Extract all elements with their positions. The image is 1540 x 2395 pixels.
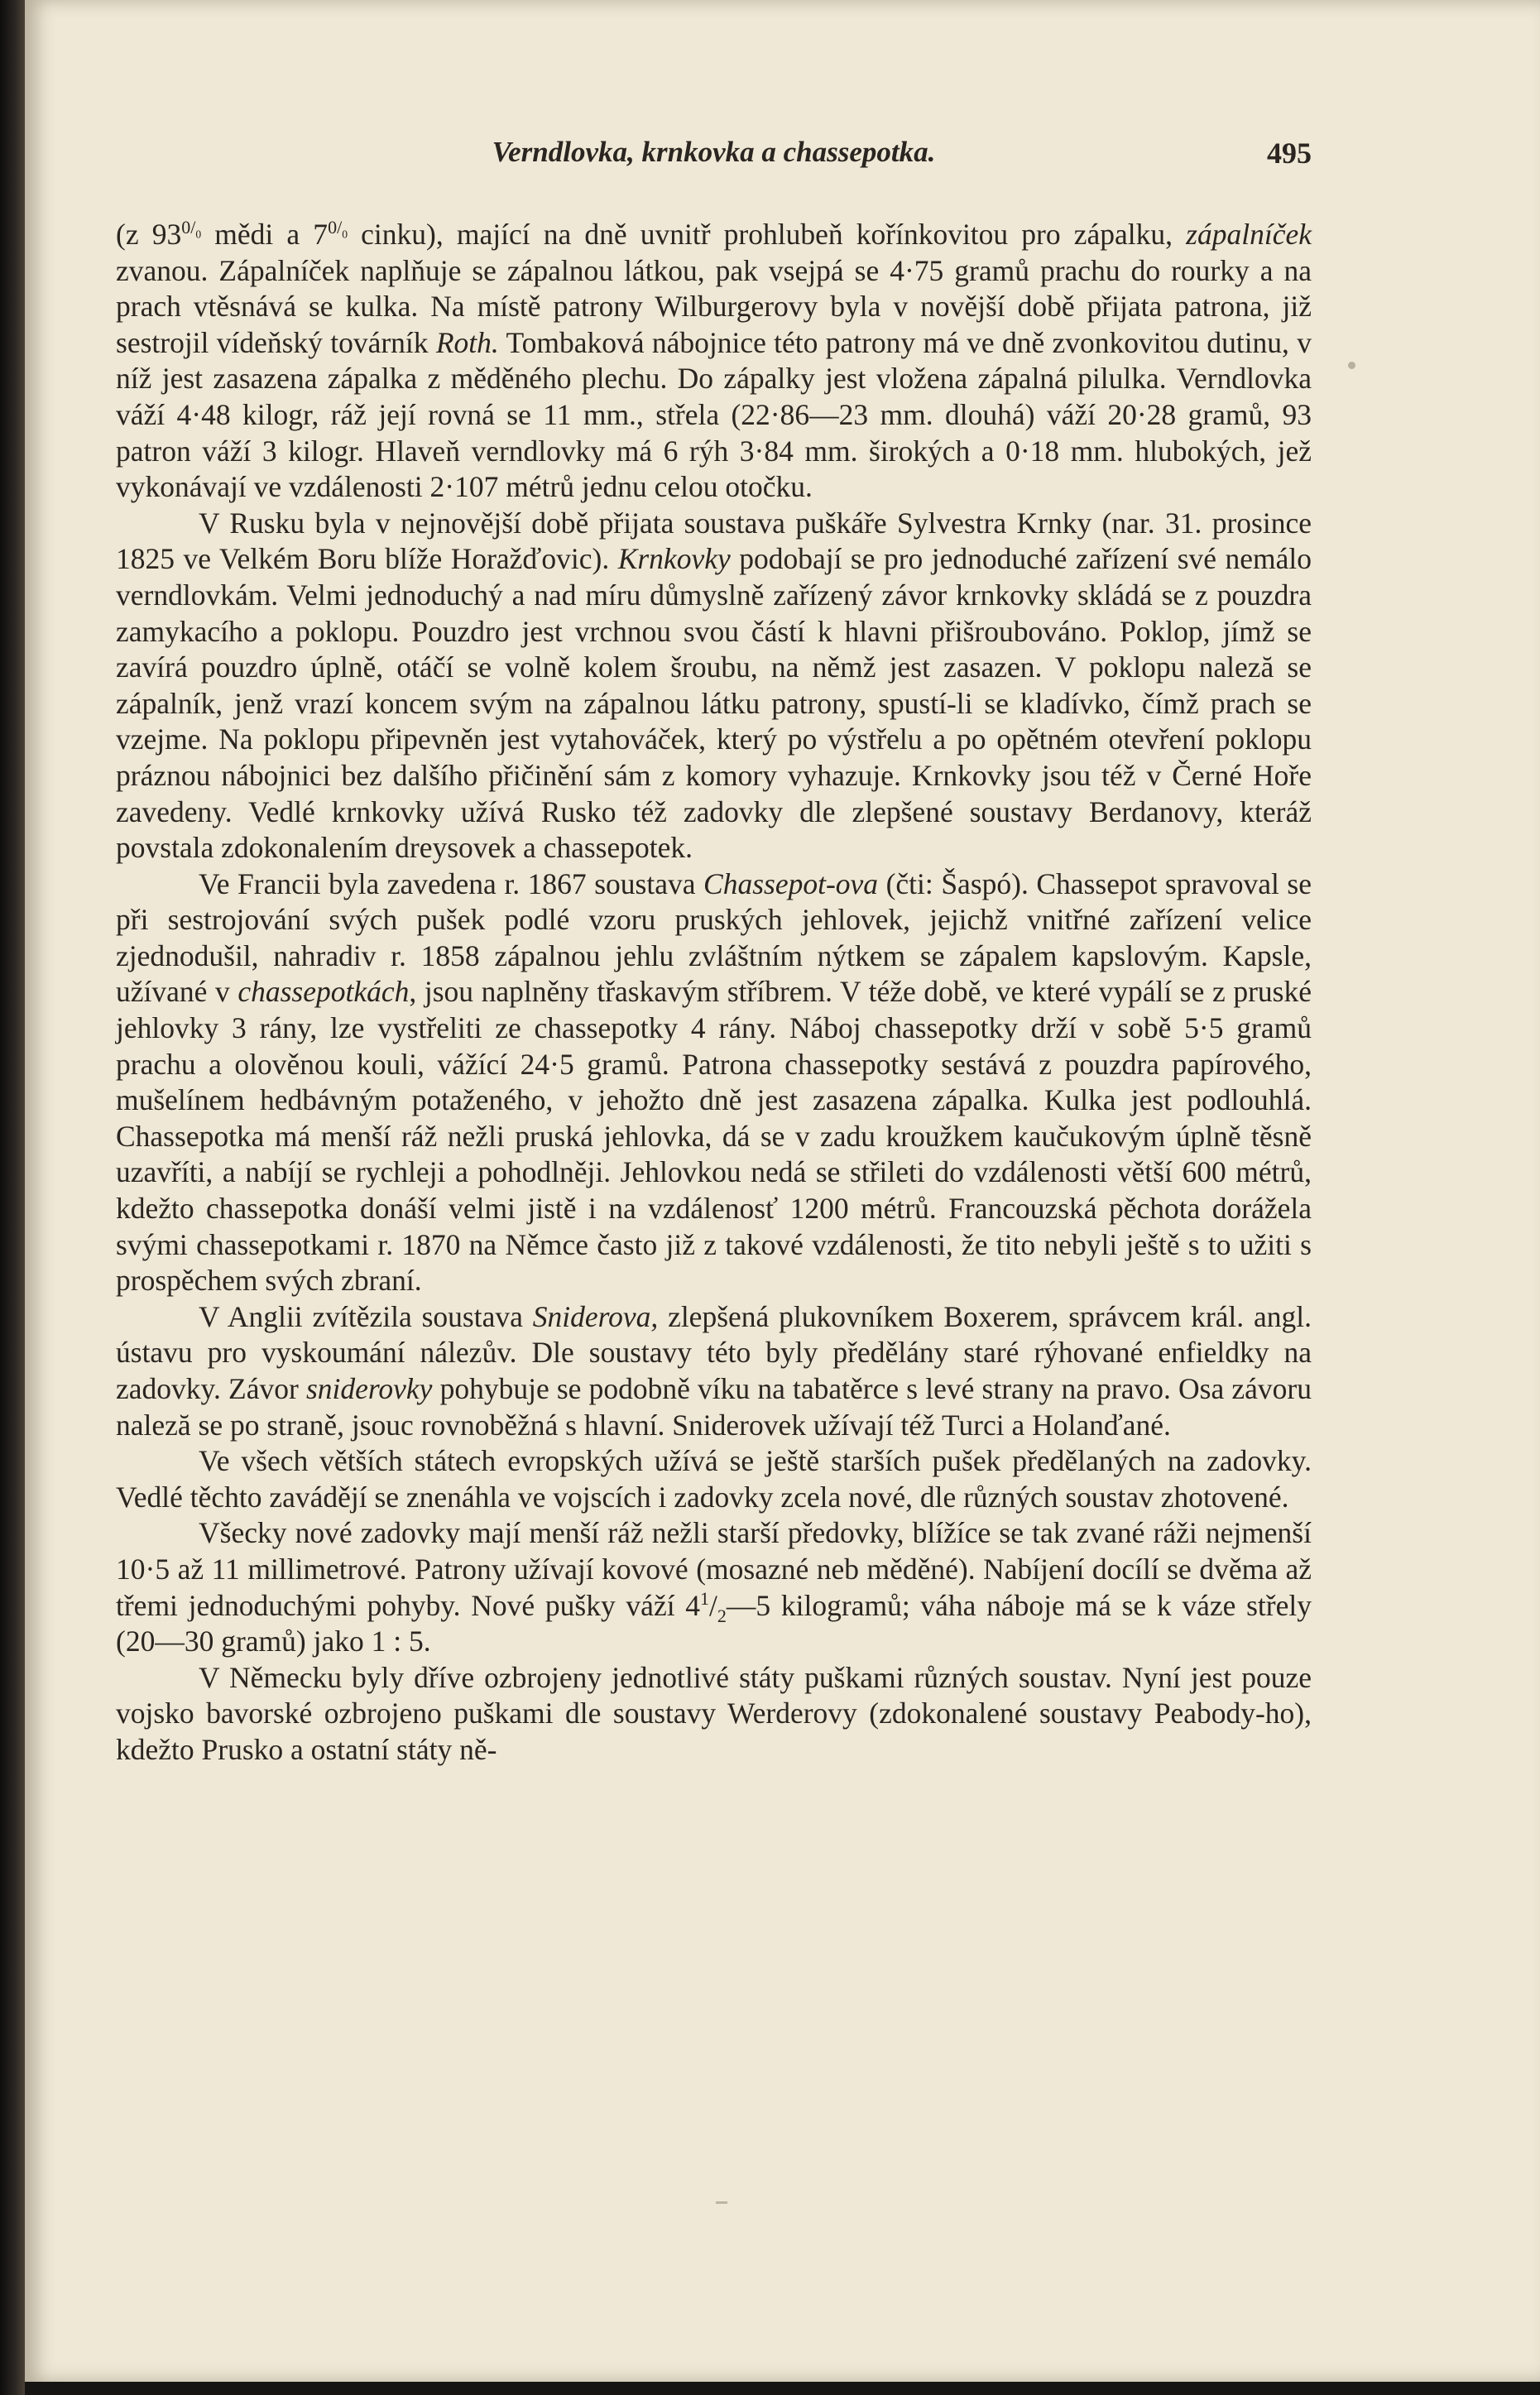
paragraph-3 — [116, 866, 1312, 1299]
italic-term: sniderovky — [305, 1372, 433, 1405]
text-run: zvanou. Zápalníček naplňuje se zápalnou látkou, pak vsejpá se 4·75 gramů prachu do rourky a na prach vtěsnává se kulka. Na místě patrony Wilburgerovy byla v novější době přijata patrona, již sestrojil vídeňský továrník — [116, 253, 1312, 359]
italic-term: zápalníček — [1186, 218, 1312, 251]
page-bottom-edge — [25, 2382, 1540, 2395]
text-run: mědi a 7 — [201, 218, 329, 251]
fraction-slash: / — [709, 1588, 717, 1622]
page-number: 495 — [1267, 137, 1312, 170]
fraction-numerator: 1 — [700, 1587, 710, 1609]
text-run: Ve všech větších státech evropských užívá se ještě starších pušek předělaných na zadovky. Vedlé těchto zavádějí se znenáhla ve vojscích i zadovky zcela nové, dle různých soustav zhotovené. — [116, 1444, 1312, 1514]
running-title: Verndlovka, krnkovka a chassepotka. — [492, 136, 936, 168]
text-run: Ve Francii byla zavedena r. 1867 soustava — [199, 866, 704, 900]
italic-term: Roth. — [435, 325, 499, 359]
percent-numerator: 0 — [328, 217, 338, 238]
text-run: (z 93 — [116, 218, 182, 251]
text-run: Tombaková nábojnice této patrony má ve dně zvonkovitou dutinu, v níž jest zasazena zápalka z měděného plechu. Do zápalky jest vložena zápalná pilulka. Verndlovka váží 4·48 kilogr, ráž její rovná se 11 mm., střela (22·86—23 mm. dlouhá) váží 20·28 gramů, 93 patron váží 3 kilogr. Hlaveň verndlovky má 6 rýh 3·84 mm. širokých a 0·18 mm. hlubokých, jež vykonávají ve vzdálenosti 2·107 métrů jednu celou otočku. — [116, 325, 1312, 504]
percent-denominator: 0 — [195, 228, 202, 241]
paragraph-2 — [116, 506, 1312, 866]
percent-sign: 0/0 — [328, 217, 348, 241]
paragraph-4 — [116, 1299, 1312, 1443]
text-run: V Rusku byla v nejnovější době přijata soustava puškáře Sylvestra Krnky (nar. 31. prosince 1825 ve Velkém Boru blíže Horažďovic). — [116, 506, 1312, 576]
text-run: Všecky nové zadovky mají menší ráž nežli starší předovky, blížíce se tak zvané ráži nejmenší 10·5 až 11 millimetrové. Patrony užívají kovové (mosazné neb měděné). Nabíjení docílí se dvěma až třemi jednoduchými pohyby. Nové pušky váží 4 — [116, 1516, 1312, 1622]
italic-term: chassepotkách — [237, 975, 410, 1009]
text-run: zlepšená plukovníkem Boxerem, správcem král. angl. ústavu pro vyskoumání nálezův. Dle soustavy této byly předělány staré rýhované enfieldky na zadovky. Závor — [116, 1299, 1312, 1405]
paragraph-5 — [116, 1443, 1312, 1515]
percent-sign: 0/0 — [181, 217, 202, 241]
body-text — [116, 217, 1312, 1769]
text-run: podobají se pro jednoduché zařízení své nemálo verndlovkám. Velmi jednoduchý a nad míru důmyslně zařízený závor krnkovky skládá se z pouzdra zamykacího a poklopu. Pouzdro jest vrchnou svou částí k hlavni přišroubováno. Poklop, jímž se zavírá pouzdro úplně, otáčí se volně kolem šroubu, na němž jest zasazen. V poklopu naleză se zápalník, jenž vrazí koncem svým na zápalnou látku patrony, spustí-li se kladívko, čímž prach se vzejme. Na poklopu připevněn jest vytahováček, který po výstřelu a po opětném otevření poklopu práznou nábojnici bez dalšího přičinění sám z komory vyhazuje. Krnkovky jsou též v Černé Hoře zavedeny. Vedlé krnkovky užívá Rusko též zadovky dle zlepšené soustavy Berdanovy, kteráž povstala zdokonalením dreysovek a chassepotek. — [116, 542, 1312, 865]
italic-term: Krnkovky — [617, 542, 731, 576]
percent-numerator: 0 — [181, 217, 191, 238]
text-run: V Anglii zvítězila soustava — [199, 1299, 533, 1333]
percent-denominator: 0 — [342, 228, 348, 241]
text-run: , jsou naplněny třaskavým stříbrem. V téže době, ve které vypálí se z pruské jehlovky 3 rány, lze vystřeliti ze chassepotky 4 rány. Náboj chassepotky drží v sobě 5·5 gramů prachu a olověnou kouli, vážící 24·5 gramů. Patrona chassepotky sestává z pouzdra papírového, mušelínem hedbávným potaženého, v jehožto dně jest zasazena zápalka. Kulka jest podlouhlá. Chassepotka má menší ráž nežli pruská jehlovka, dá se v zadu kroužkem kaučukovým úplně těsně uzavříti, a nabíjí se rychleji a pohodlněji. Jehlovkou nedá se střileti do vzdálenosti větší 600 métrů, kdežto chassepotka donáší velmi jistě i na vzdálenosť 1200 métrů. Francouzská pěchota dorážela svými chassepotkami r. 1870 na Němce často již z takové vzdálenosti, že tito nebyli ještě s to užiti s prospěchem svých zbraní. — [116, 975, 1312, 1298]
text-run: pohybuje se podobně víku na tabatěrce s levé strany na pravo. Osa závoru naleză se po straně, jsouc rovnoběžná s hlavní. Sniderovek užívají též Turci a Holanďané. — [116, 1372, 1312, 1442]
page-header — [116, 136, 1312, 175]
text-run: (čti: Šaspó). Chassepot spravoval se při sestrojování svých pušek podlé vzoru pruských jehlovek, jejichž vnitřné zařízení velice zjednodušil, nahradiv r. 1858 zápalnou jehlu zvláštním nýtkem se zápalem kapslovým. Kapsle, užívané v — [116, 866, 1312, 1009]
page-mark — [716, 2201, 727, 2204]
text-run: —5 kilogramů; váha náboje má se k váze střely (20—30 gramů) jako 1 : 5. — [116, 1588, 1312, 1658]
text-run: cinku), mající na dně uvnitř prohlubeň kořínkovitou pro zápalku, — [348, 218, 1187, 251]
text-run: V Německu byly dříve ozbrojeny jednotlivé státy puškami různých soustav. Nyní jest pouze vojsko bavorské ozbrojeno puškami dle soustavy Werderovy (zdokonalené soustavy Peabody-ho), kdežto Prusko a ostatní státy ně- — [116, 1660, 1312, 1766]
margin-dot — [1348, 362, 1355, 369]
italic-term: Sniderova, — [532, 1299, 659, 1333]
paragraph-7 — [116, 1660, 1312, 1769]
paragraph-6 — [116, 1515, 1312, 1659]
italic-term: Chassepot-ova — [703, 866, 879, 900]
book-spine-shadow — [0, 0, 25, 2395]
paragraph-1 — [116, 217, 1312, 506]
fraction-denominator: 2 — [717, 1605, 727, 1626]
